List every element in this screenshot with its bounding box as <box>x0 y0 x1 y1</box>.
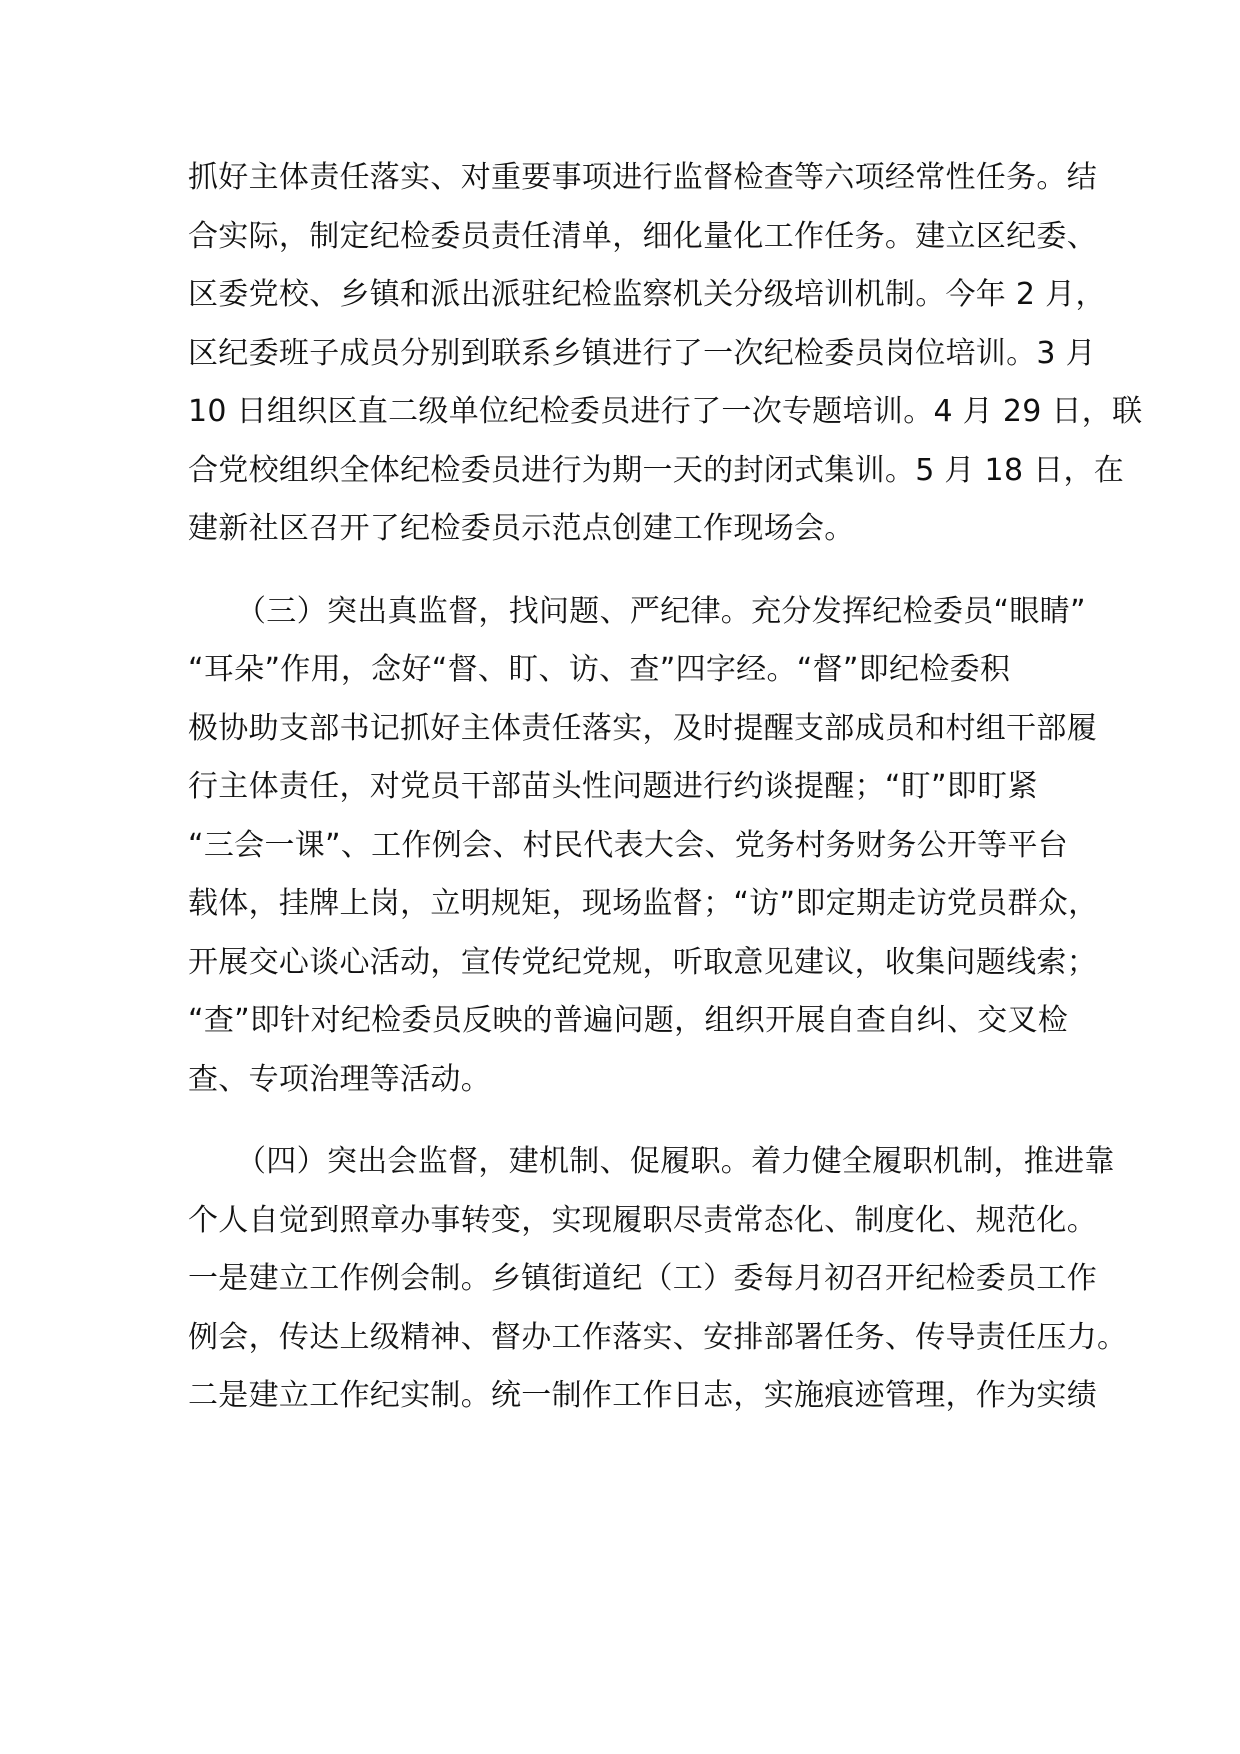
text-line: 二是建立工作纪实制。统一制作工作日志，实施痕迹管理，作为实绩 <box>188 1378 1097 1413</box>
text-line: 查、专项治理等活动。 <box>188 1062 491 1097</box>
text-line: 开展交心谈心活动，宣传党纪党规，听取意见建议，收集问题线索； <box>188 945 1097 980</box>
text-line: 极协助支部书记抓好主体责任落实，及时提醒支部成员和村组干部履 <box>188 711 1097 746</box>
text-line: 10 日组织区直二级单位纪检委员进行了一次专题培训。4 月 29 日，联 <box>188 394 1143 429</box>
text-line: 个人自觉到照章办事转变，实现履职尽责常态化、制度化、规范化。 <box>188 1203 1097 1238</box>
text-line: “耳朵”作用，念好“督、盯、访、查”四字经。“督”即纪检委积 <box>188 652 1011 687</box>
paragraph-heading-line: （三）突出真监督，找问题、严纪律。充分发挥纪检委员“眼睛” <box>236 594 1086 629</box>
text-line: “查”即针对纪检委员反映的普遍问题，组织开展自查自纠、交叉检 <box>188 1003 1069 1038</box>
text-line: 建新社区召开了纪检委员示范点创建工作现场会。 <box>188 511 855 546</box>
text-line: 例会，传达上级精神、督办工作落实、安排部署任务、传导责任压力。 <box>188 1320 1128 1355</box>
text-line: “三会一课”、工作例会、村民代表大会、党务村务财务公开等平台 <box>188 828 1069 863</box>
text-line: 行主体责任，对党员干部苗头性问题进行约谈提醒；“盯”即盯紧 <box>188 769 1038 804</box>
text-line: 区纪委班子成员分别到联系乡镇进行了一次纪检委员岗位培训。3 月 <box>188 336 1096 371</box>
text-line: 区委党校、乡镇和派出派驻纪检监察机关分级培训机制。今年 2 月， <box>188 277 1106 312</box>
text-line: 合党校组织全体纪检委员进行为期一天的封闭式集训。5 月 18 日，在 <box>188 453 1125 488</box>
paragraph-heading-line: （四）突出会监督，建机制、促履职。着力健全履职机制，推进靠 <box>236 1144 1115 1179</box>
text-line: 抓好主体责任落实、对重要事项进行监督检查等六项经常性任务。结 <box>188 160 1097 195</box>
text-line: 一是建立工作例会制。乡镇街道纪（工）委每月初召开纪检委员工作 <box>188 1261 1097 1296</box>
text-line: 载体，挂牌上岗，立明规矩，现场监督；“访”即定期走访党员群众， <box>188 886 1099 921</box>
text-line: 合实际，制定纪检委员责任清单，细化量化工作任务。建立区纪委、 <box>188 219 1097 254</box>
